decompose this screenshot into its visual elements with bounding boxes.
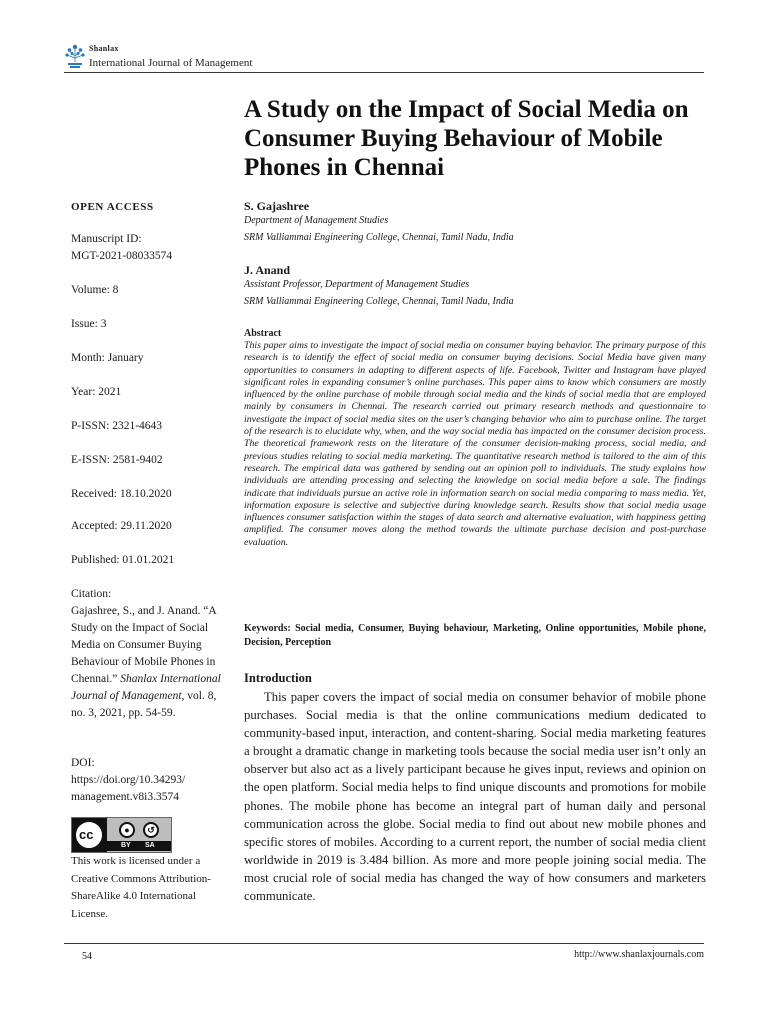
cc-by-sa-license-icon[interactable] (71, 817, 172, 853)
e-issn: E-ISSN: 2581-9402 (71, 454, 163, 466)
author-affiliation: Department of Management Studies (244, 215, 389, 226)
volume: Volume: 8 (71, 284, 119, 296)
citation-tail: , vol. 8, no. 3, 2021, pp. 54-59. (71, 690, 217, 719)
doi-link-line2[interactable]: management.v8i3.3574 (71, 791, 179, 803)
keywords-label: Keywords: (244, 623, 291, 634)
citation-journal: Shanlax International Journal of Management (71, 673, 221, 702)
keywords-list: Social media, Consumer, Buying behaviour, Marketing, Online opportunities, Mobile phone, Decision, Perception (244, 623, 706, 648)
header-divider (64, 72, 704, 73)
introduction-heading: Introduction (244, 671, 312, 685)
author-name: S. Gajashree (244, 199, 310, 213)
issue: Issue: 3 (71, 318, 107, 330)
cc-logo-icon: cc (74, 820, 104, 850)
accepted-date: Accepted: 29.11.2020 (71, 520, 172, 532)
manuscript-label: Manuscript ID: (71, 233, 142, 245)
author-name: J. Anand (244, 263, 291, 277)
doi-label: DOI: (71, 757, 95, 769)
journal-name: International Journal of Management (89, 57, 253, 69)
month: Month: January (71, 352, 144, 364)
page-number: 54 (82, 951, 92, 962)
paper-title: A Study on the Impact of Social Media on Consumer Buying Behaviour of Mobile Phones in Chennai (244, 96, 689, 181)
license-text: This work is licensed under a Creative Commons Attribution-ShareAlike 4.0 International License. (71, 855, 211, 920)
shanlax-logo-icon (64, 42, 86, 70)
author-affiliation: SRM Valliammai Engineering College, Chennai, Tamil Nadu, India (244, 232, 514, 243)
abstract-heading: Abstract (244, 328, 282, 339)
doi-link-line1[interactable]: https://doi.org/10.34293/ (71, 774, 186, 786)
author-affiliation: Assistant Professor, Department of Management Studies (244, 279, 470, 290)
abstract-text: This paper aims to investigate the impact of social media on consumer buying behavior. The primary purpose of this research is to identify the effect of social media on consumer buying decisions. Social Media have given many opportunities to consumers in adapting to different aspects of life. Facebook, Twitter and Instagram have played significant roles in expanding consumer’s online purchases. This paper aims to know which consumers are mostly influenced by the online purchase of mobile through social media and the kinds of social media that are employed mainly by consumers in Chennai. The research carried out primary research methods and questionnaire to investigate the impact of social media sites on the user’s changing behavior who aim to purchase online. The target of the research is to elucidate why, when, and the way social media has impacted on the consumer decision process. The theoretical framework rests on the literature of the consumer decision-making process, social media, and previous studies relating to social media marketing. The quantitative research method is tailored to the aim of this research. The empirical data was gathered by sending out an opinion poll to individuals. The study explains how individuals are attending processing and selecting the knowledge on social media before a sale. The findings indicate that individuals pursue an active role in information search on social media comparing to mass media. Yet, information exposure is selective and subjective during knowledge search. Results show that social media usage influences consumer satisfaction within the stages of data search and alternative evaluation, with happiness getting amplified. The consumer moves along the method towards the ultimate purchase decision and post-purchase evaluation. (244, 340, 706, 548)
footer-divider (64, 943, 704, 944)
sa-label: SA (145, 842, 155, 849)
citation-label: Citation: (71, 588, 112, 600)
keywords (244, 622, 706, 650)
citation-text (71, 603, 231, 722)
citation-authors: Gajashree, S., and J. Anand. “A Study on the Impact of Social Media on Consumer Buying Behaviour of Mobile Phones in Chennai.” (71, 605, 216, 685)
author-affiliation: SRM Valliammai Engineering College, Chennai, Tamil Nadu, India (244, 296, 514, 307)
by-label: BY (121, 842, 131, 849)
received-date: Received: 18.10.2020 (71, 488, 172, 500)
p-issn: P-ISSN: 2321-4643 (71, 420, 163, 432)
open-access-label: OPEN ACCESS (71, 201, 154, 213)
attribution-person-icon: ● (119, 822, 135, 838)
brand-name: Shanlax (89, 44, 119, 53)
journal-website-link[interactable]: http://www.shanlaxjournals.com (574, 949, 704, 960)
manuscript-id: MGT-2021-08033574 (71, 250, 173, 262)
introduction-text: This paper covers the impact of social media on consumer behavior of mobile phone purchases. Social media is that the online communications medium dedicated to community-based input, interaction, and content-sharing. Social media marketing features a brought a dramatic change in marketing tools because the social media user isn’t only an observer but also act as a lively participant because he gives input, reviews and opinion on the open platform. Social media helps to find unique discounts and promotions for mobile phones. The mobile phone has become an integral part of human daily and personal communication across the globe. Social media to find out about new mobile phones and specific stores of mobiles. According to a current report, the number of social media client worldwide in 2019 is 3.484 billion. As more and more people joining social media. The most crucial role of social media has changed the way of how consumers and marketers communicate. (244, 690, 706, 904)
share-alike-icon: ↺ (143, 822, 159, 838)
published-date: Published: 01.01.2021 (71, 554, 175, 566)
year: Year: 2021 (71, 386, 122, 398)
